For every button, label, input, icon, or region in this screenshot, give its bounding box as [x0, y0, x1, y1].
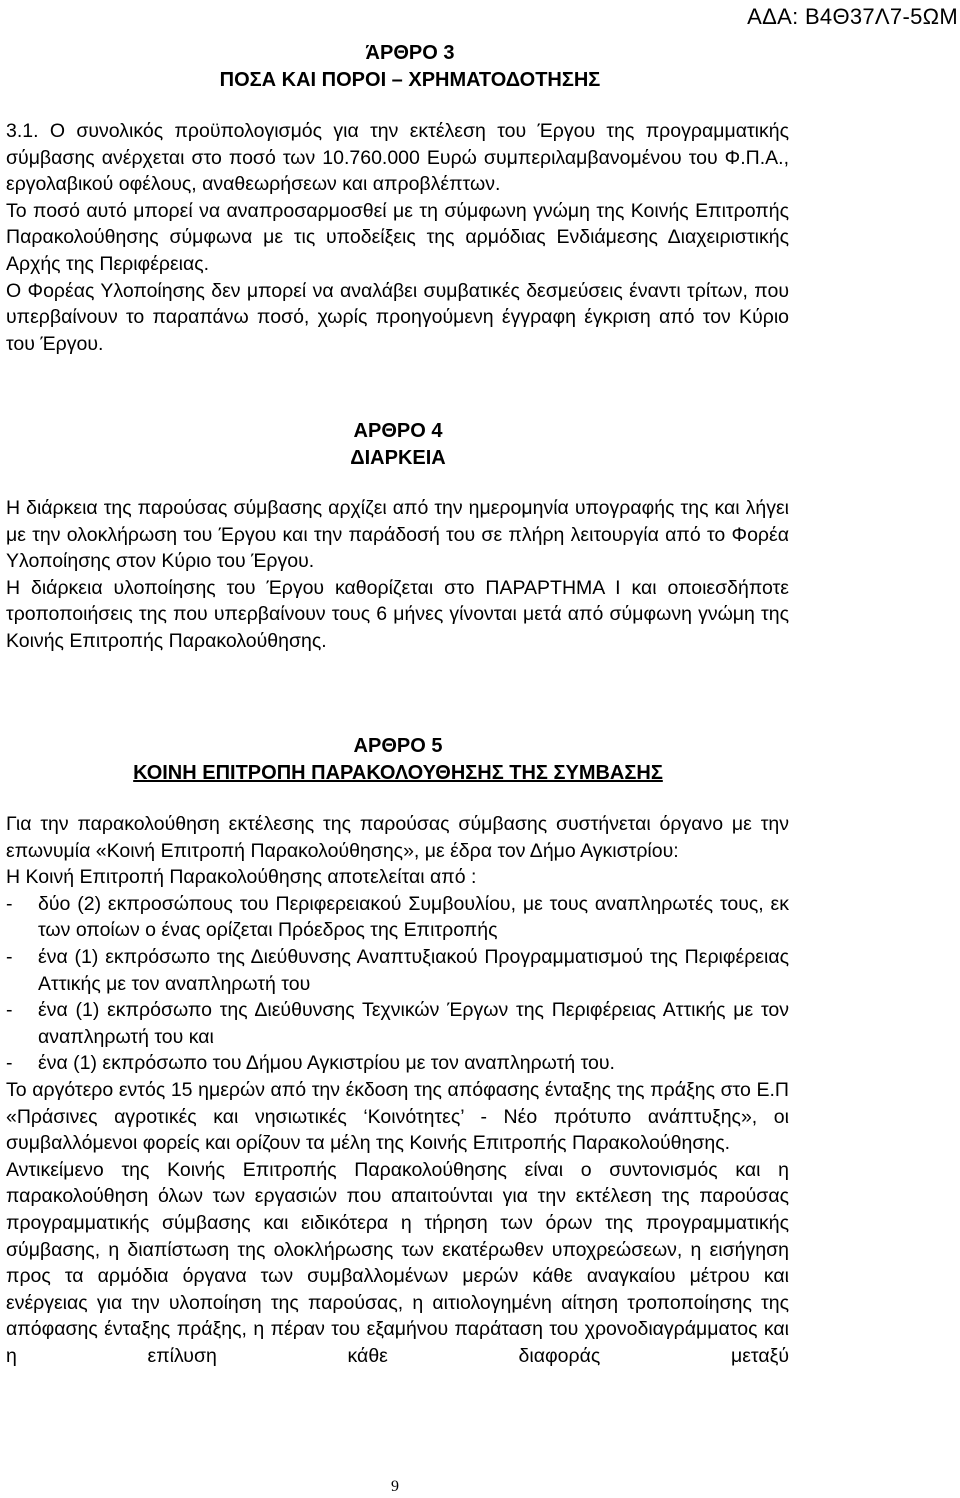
list-dash: - [6, 999, 13, 1022]
committee-members-list [6, 891, 789, 1077]
article-4-body [6, 495, 789, 655]
article-3-paragraph-1: 3.1. Ο συνολικός προϋπολογισμός για την εκτέλεση του Έργου της προγραμματικής σύμβασης ανέρχεται στο ποσό των 10.760.000 Ευρώ συμπεριλαμβανομένου του Φ.Π.Α., εργολαβικού οφέλους, αναθεωρήσεων και απροβλέπτων. [6, 120, 789, 196]
article-3-title: ΆΡΘΡΟ 3 [365, 42, 455, 64]
article-5-title: ΑΡΘΡΟ 5 [353, 735, 443, 757]
article-3-paragraph-2: Το ποσό αυτό μπορεί να αναπροσαρμοσθεί με τη σύμφωνη γνώμη της Κοινής Επιτροπής Παρακολούθησης σύμφωνα με τις υποδείξεις της αρμόδιας Ενδιάμεσης Διαχειριστικής Αρχής της Περιφέρειας. [6, 199, 789, 275]
member-text: ένα (1) εκπρόσωπο της Διεύθυνσης Αναπτυξιακού Προγραμματισμού της Περιφέρειας Αττικής με τον αναπληρωτή του [38, 945, 789, 995]
article-3-subtitle: ΠΟΣΑ ΚΑΙ ΠΟΡΟΙ – ΧΡΗΜΑΤΟΔΟΤΗΣΗΣ [219, 69, 601, 91]
article-4-paragraph-2: Η διάρκεια υλοποίησης του Έργου καθορίζεται στο ΠΑΡΑΡΤΗΜΑ Ι και οποιεσδήποτε τροποποιήσεις της που υπερβαίνουν τους 6 μήνες γίνονται μετά από σύμφωνη γνώμη της Κοινής Επιτροπής Παρακολούθησης. [6, 576, 789, 652]
article-4-title: ΑΡΘΡΟ 4 [353, 420, 443, 442]
article-5-paragraph-2: Η Κοινή Επιτροπή Παρακολούθησης αποτελείται από : [6, 866, 477, 889]
article-5-heading [100, 733, 696, 787]
list-item [6, 1050, 789, 1077]
page-number: 9 [391, 1478, 399, 1495]
article-5-subtitle: ΚΟΙΝΗ ΕΠΙΤΡΟΠΗ ΠΑΡΑΚΟΛΟΥΘΗΣΗΣ ΤΗΣ ΣΥΜΒΑΣΗΣ [133, 762, 663, 784]
article-3-body [6, 118, 789, 357]
member-text: ένα (1) εκπρόσωπο της Διεύθυνσης Τεχνικών Έργων της Περιφέρειας Αττικής με τον αναπληρωτή του και [38, 999, 789, 1048]
article-5-paragraph-3: Το αργότερο εντός 15 ημερών από την έκδοση της απόφασης ένταξης της πράξης στο Ε.Π «Πράσινες αγροτικές και νησιωτικές ‘Κοινότητες’ - Νέο πρότυπο ανάπτυξης», οι συμβαλλόμενοι φορείς και ορίζουν τα μέλη της Κοινής Επιτροπής Παρακολούθησης. [6, 1078, 789, 1155]
list-item [6, 997, 789, 1050]
article-3-paragraph-3: Ο Φορέας Υλοποίησης δεν μπορεί να αναλάβει συμβατικές δεσμεύσεις έναντι τρίτων, που υπερβαίνουν το παραπάνω ποσό, χωρίς προηγούμενη έγγραφη έγκριση από τον Κύριο του Έργου. [6, 279, 789, 355]
list-dash: - [6, 892, 13, 915]
article-5-body [6, 811, 789, 1369]
article-3-heading [180, 40, 640, 94]
article-5-paragraph-1: Για την παρακολούθηση εκτέλεσης της παρούσας σύμβασης συστήνεται όργανο με την επωνυμία «Κοινή Επιτροπή Παρακολούθησης», με έδρα τον Δήμο Αγκιστρίου: [6, 813, 789, 862]
member-text: δύο (2) εκπροσώπους του Περιφερειακού Συμβουλίου, με τους αναπληρωτές τους, εκ των οποίων ο ένας ορίζεται Πρόεδρος της Επιτροπής [38, 892, 789, 942]
article-4-subtitle: ΔΙΑΡΚΕΙΑ [350, 447, 446, 469]
list-dash: - [6, 1052, 13, 1075]
member-text: ένα (1) εκπρόσωπο του Δήμου Αγκιστρίου με τον αναπληρωτή του. [38, 1052, 615, 1075]
list-item [6, 891, 789, 944]
list-item [6, 944, 789, 997]
article-5-paragraph-4: Αντικείμενο της Κοινής Επιτροπής Παρακολούθησης είναι ο συντονισμός και η παρακολούθηση όλων των εργασιών που απαιτούνται για την εκτέλεση της παρούσας προγραμματικής σύμβασης και ειδικότερα η τήρηση των όρων της προγραμματικής σύμβασης, η διαπίστωση της ολοκλήρωσης των εκατέρωθεν υποχρεώσεων, η εισήγηση προς τα αρμόδια όργανα των συμβαλλομένων μερών κάθε αναγκαίου μέτρου και ενέργειας για την υλοποίηση της παρούσας, η αιτιολογημένη αίτηση τροποποίησης της απόφασης ένταξης πράξης, η πέραν του εξαμήνου παράταση του χρονοδιαγράμματος και η επίλυση κάθε διαφοράς μεταξύ [6, 1158, 789, 1367]
list-dash: - [6, 945, 13, 968]
ada-code: ΑΔΑ: Β4Θ37Λ7-5ΩΜ [747, 4, 958, 29]
article-4-paragraph-1: Η διάρκεια της παρούσας σύμβασης αρχίζει από την ημερομηνία υπογραφής της και λήγει με την ολοκλήρωση του Έργου και την παράδοσή του σε πλήρη λειτουργία από το Φορέα Υλοποίησης στον Κύριο του Έργου. [6, 497, 789, 573]
article-4-heading [250, 418, 546, 472]
